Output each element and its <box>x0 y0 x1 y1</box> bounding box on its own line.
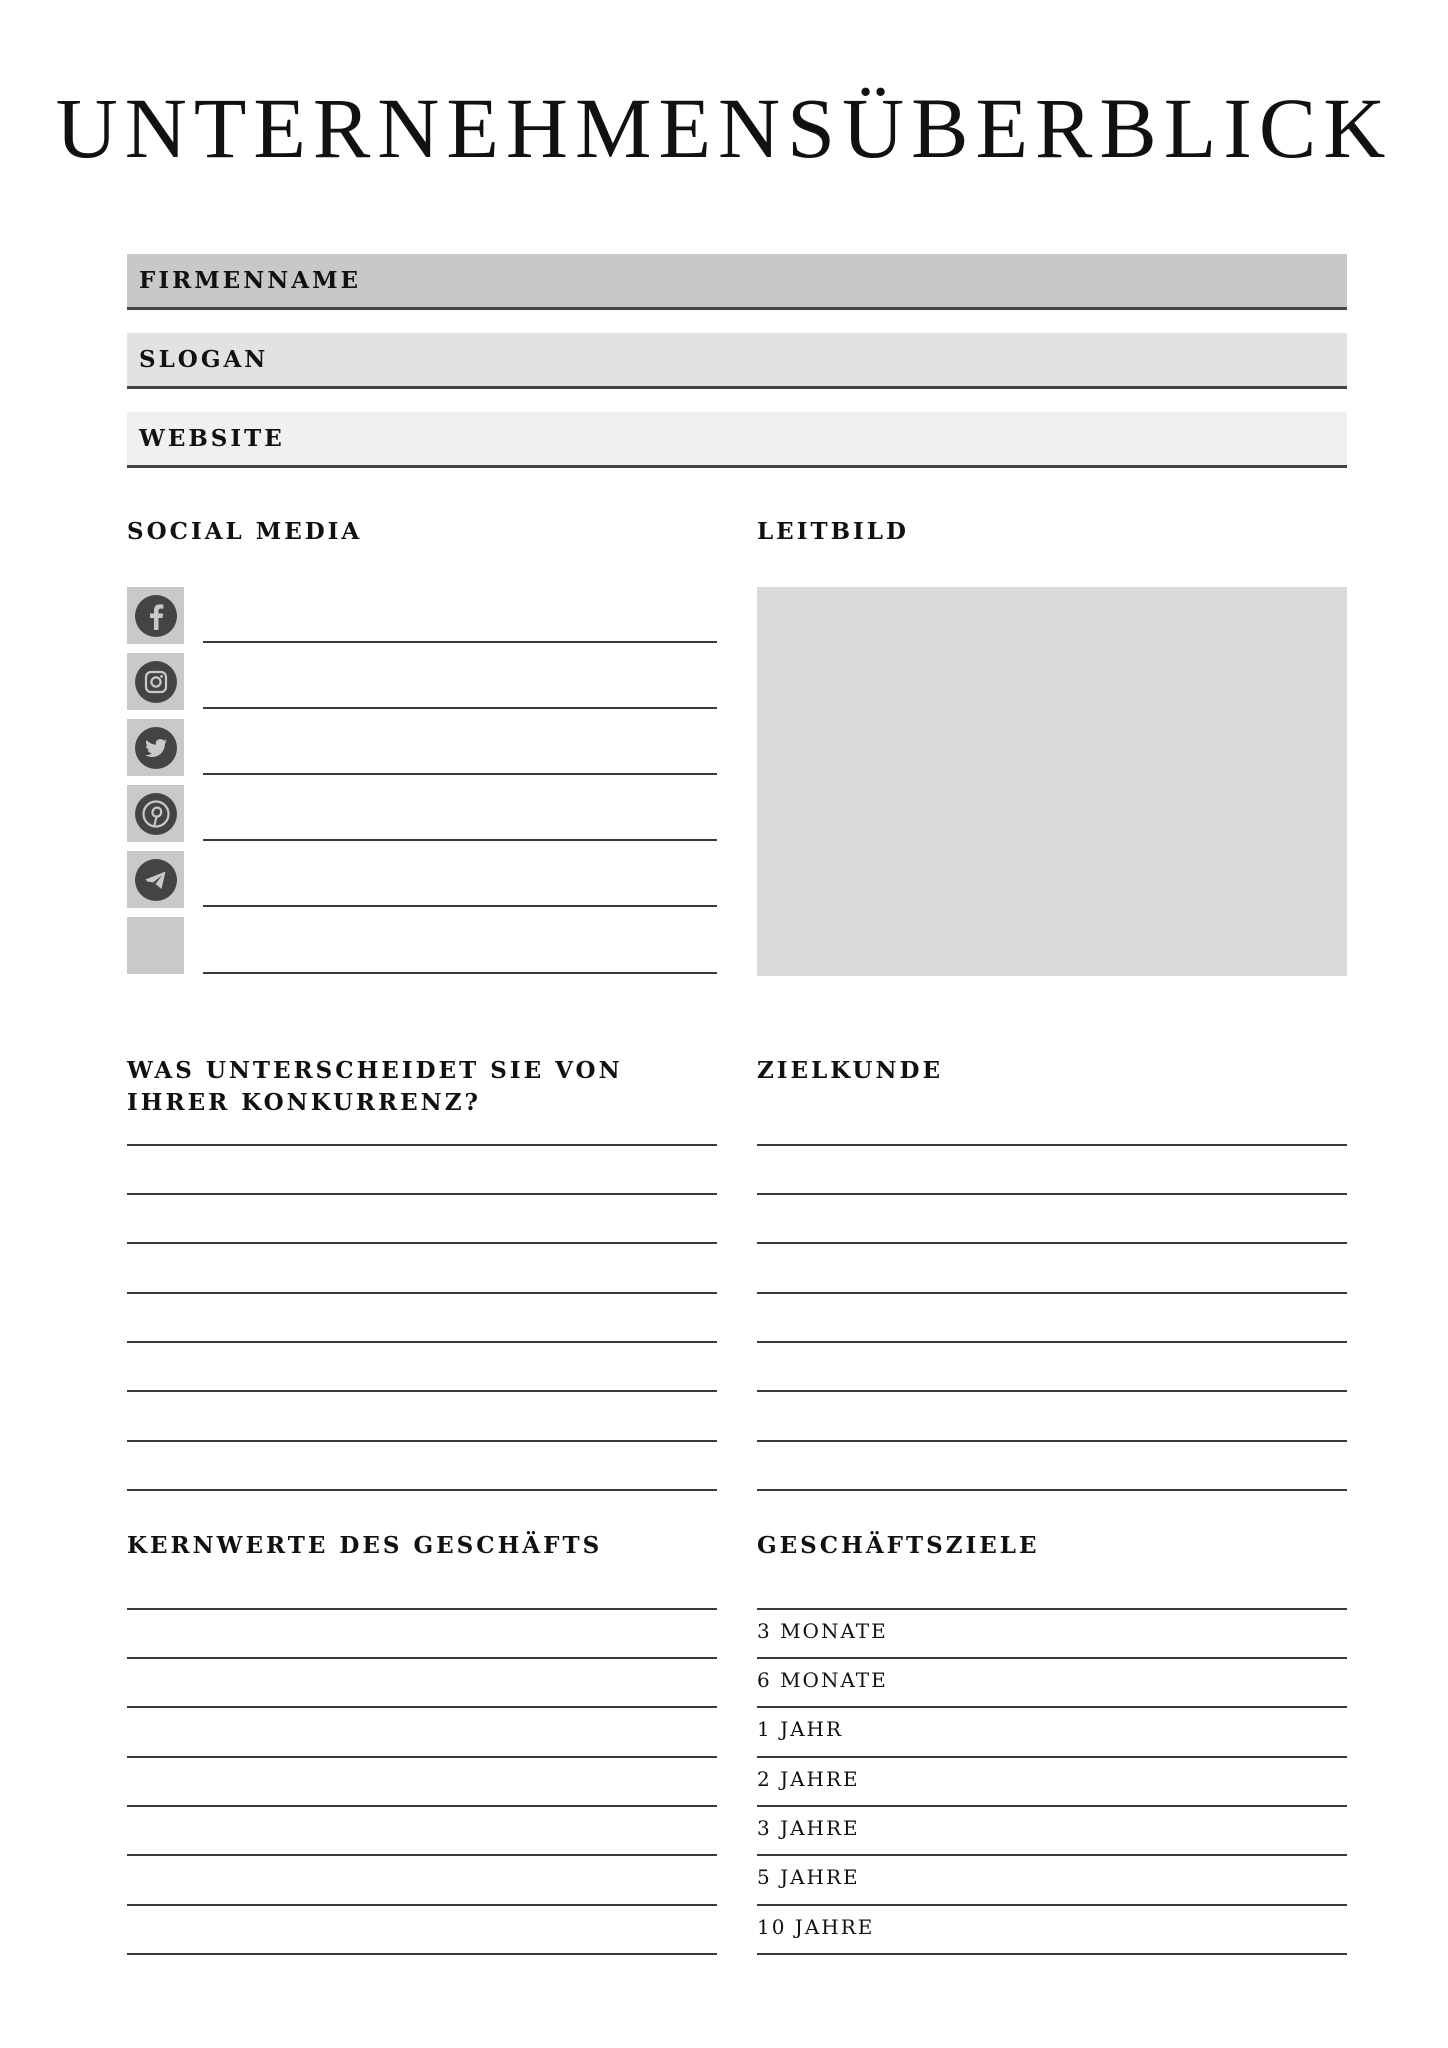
telegram-icon <box>134 858 178 902</box>
differentiation-line[interactable] <box>127 1292 717 1294</box>
differentiation-line[interactable] <box>127 1440 717 1442</box>
target-customer-line[interactable] <box>757 1242 1347 1244</box>
business-goals-line[interactable] <box>757 1854 1347 1856</box>
social-input-line[interactable] <box>203 972 717 974</box>
business-goals-line[interactable] <box>757 1657 1347 1659</box>
business-goals-line[interactable] <box>757 1953 1347 1955</box>
target-customer-line[interactable] <box>757 1144 1347 1146</box>
company-name-label: FIRMENNAME <box>139 267 362 294</box>
slogan-field[interactable] <box>127 333 1347 389</box>
differentiation-heading: WAS UNTERSCHEIDET SIE VON IHRER KONKURRENZ? <box>127 1057 623 1116</box>
goal-label: 6 MONATE <box>757 1668 888 1692</box>
differentiation-line[interactable] <box>127 1144 717 1146</box>
facebook-icon <box>134 594 178 638</box>
instagram-icon <box>134 660 178 704</box>
target-customer-line[interactable] <box>757 1390 1347 1392</box>
website-field[interactable] <box>127 412 1347 468</box>
blank-icon-box <box>127 917 184 974</box>
target-customer-heading: ZIELKUNDE <box>757 1057 943 1084</box>
differentiation-line[interactable] <box>127 1341 717 1343</box>
facebook-icon-box <box>127 587 184 644</box>
target-customer-line[interactable] <box>757 1440 1347 1442</box>
goal-label: 3 MONATE <box>757 1619 888 1643</box>
social-input-line[interactable] <box>203 839 717 841</box>
goal-label: 5 JAHRE <box>757 1865 860 1889</box>
goal-label: 3 JAHRE <box>757 1816 860 1840</box>
business-goals-line[interactable] <box>757 1706 1347 1708</box>
core-values-line[interactable] <box>127 1706 717 1708</box>
twitter-icon <box>134 726 178 770</box>
target-customer-line[interactable] <box>757 1489 1347 1491</box>
pinterest-icon-box <box>127 785 184 842</box>
core-values-line[interactable] <box>127 1904 717 1906</box>
twitter-icon-box <box>127 719 184 776</box>
core-values-line[interactable] <box>127 1657 717 1659</box>
differentiation-line[interactable] <box>127 1489 717 1491</box>
goal-label: 1 JAHR <box>757 1717 844 1741</box>
social-media-heading: SOCIAL MEDIA <box>127 518 363 545</box>
business-goals-line[interactable] <box>757 1904 1347 1906</box>
business-goals-line[interactable] <box>757 1608 1347 1610</box>
goal-label: 10 JAHRE <box>757 1915 875 1939</box>
core-values-line[interactable] <box>127 1805 717 1807</box>
differentiation-line[interactable] <box>127 1193 717 1195</box>
website-label: WEBSITE <box>139 425 285 452</box>
differentiation-line[interactable] <box>127 1390 717 1392</box>
social-input-line[interactable] <box>203 905 717 907</box>
core-values-line[interactable] <box>127 1854 717 1856</box>
company-name-field[interactable] <box>127 254 1347 310</box>
target-customer-line[interactable] <box>757 1341 1347 1343</box>
business-goals-heading: GESCHÄFTSZIELE <box>757 1532 1040 1559</box>
page-title: UNTERNEHMENSÜBERBLICK <box>55 80 1393 176</box>
pinterest-icon <box>134 792 178 836</box>
business-goals-line[interactable] <box>757 1756 1347 1758</box>
instagram-icon-box <box>127 653 184 710</box>
social-input-line[interactable] <box>203 773 717 775</box>
business-goals-line[interactable] <box>757 1805 1347 1807</box>
social-input-line[interactable] <box>203 707 717 709</box>
core-values-line[interactable] <box>127 1953 717 1955</box>
leitbild-box[interactable] <box>757 587 1347 976</box>
slogan-label: SLOGAN <box>139 346 269 373</box>
target-customer-line[interactable] <box>757 1193 1347 1195</box>
leitbild-heading: LEITBILD <box>757 518 909 545</box>
goal-label: 2 JAHRE <box>757 1767 860 1791</box>
core-values-heading: KERNWERTE DES GESCHÄFTS <box>127 1532 603 1559</box>
core-values-line[interactable] <box>127 1756 717 1758</box>
telegram-icon-box <box>127 851 184 908</box>
differentiation-line[interactable] <box>127 1242 717 1244</box>
target-customer-line[interactable] <box>757 1292 1347 1294</box>
core-values-line[interactable] <box>127 1608 717 1610</box>
social-input-line[interactable] <box>203 641 717 643</box>
